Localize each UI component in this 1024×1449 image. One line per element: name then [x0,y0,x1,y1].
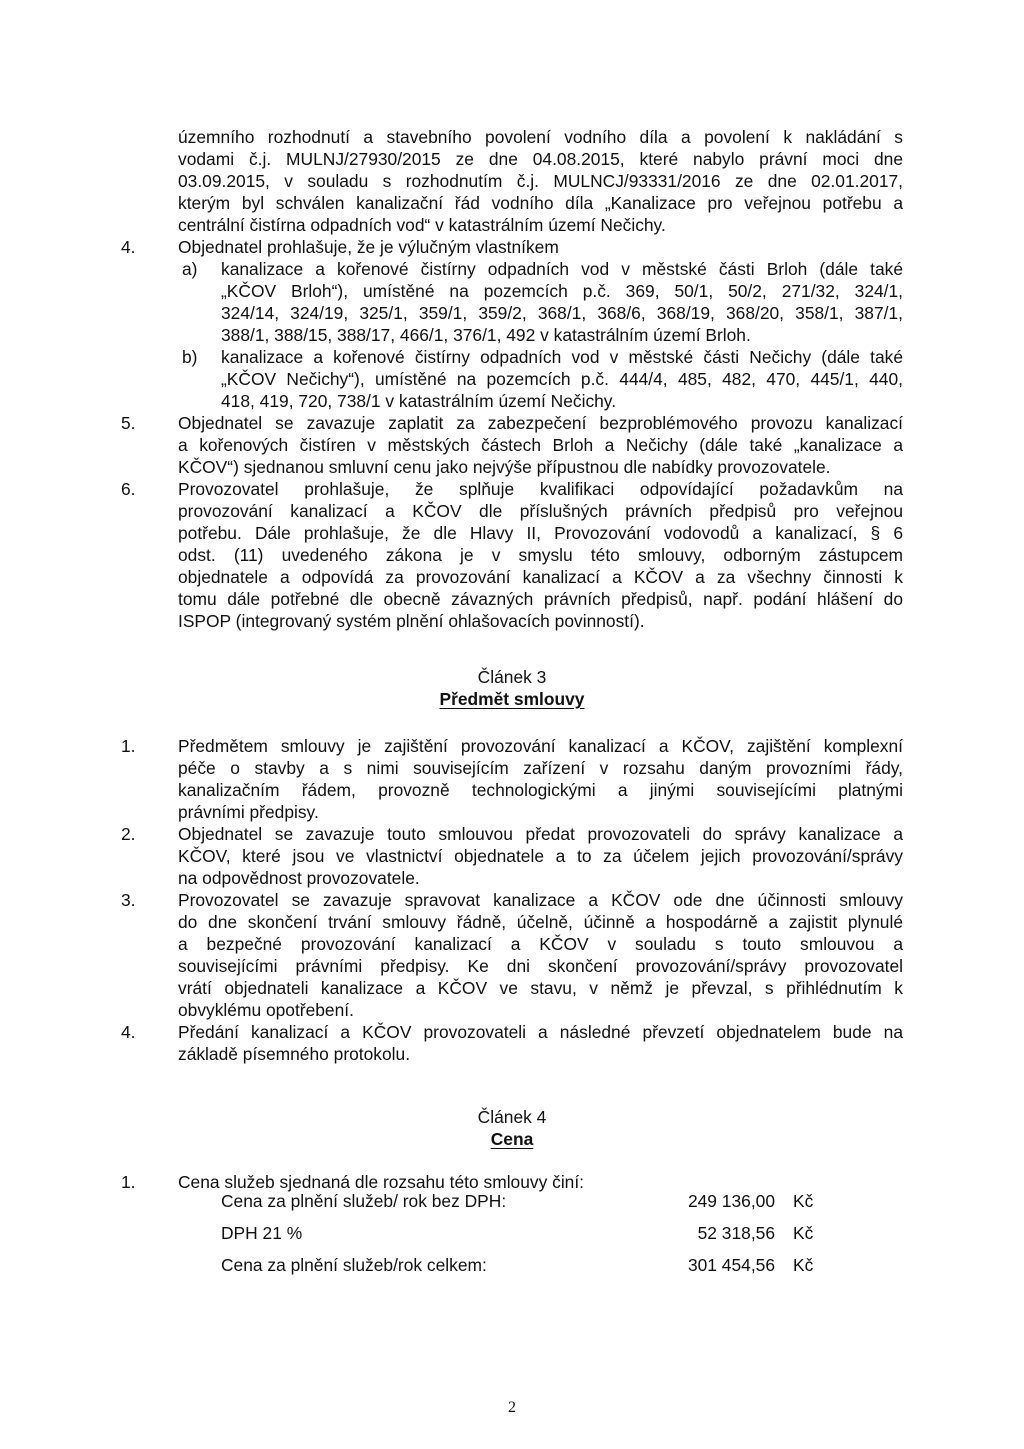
text-line: Objednatel prohlašuje, že je výlučným vlastníkem [178,237,559,257]
article-title-wrap [0,1128,1024,1150]
text-line: 418, 419, 720, 738/1 v katastrálním území Nečichy. [221,391,617,411]
text-line: odst. (11) uvedeného zákona je v smyslu této smlouvy, odborným zástupcem [178,545,903,565]
text-line: právními předpisy. [178,802,319,822]
item-number: 5. [121,413,136,433]
text-line: Provozovatel prohlašuje, že splňuje kvalifikaci odpovídající požadavkům na [178,479,903,499]
article-number: Článek 4 [477,1107,547,1127]
item-number: 1. [121,1172,136,1192]
text-line: kterým byl schválen kanalizační řád vodního díla „Kanalizace pro veřejnou potřebu a [178,193,903,213]
price-currency: Kč [793,1191,814,1211]
text-line: 324/14, 324/19, 325/1, 359/1, 359/2, 368/1, 368/6, 368/19, 368/20, 358/1, 387/1, [221,303,903,323]
text-line: centrální čistírna odpadních vod“ v katastrálním území Nečichy. [178,215,666,235]
price-amount: 52 318,56 [697,1223,775,1243]
text-line: kanalizace a kořenové čistírny odpadních vod v městské části Nečichy (dále také [221,347,903,367]
price-label: Cena za plnění služeb/ rok bez DPH: [221,1191,507,1211]
text-line: na odpovědnost provozovatele. [178,868,420,888]
text-line: územního rozhodnutí a stavebního povolení vodního díla a povolení k nakládání s [178,127,903,147]
text-line: péče o stavby a s nimi souvisejícím zařízení v rozsahu daným provozními řády, [178,758,903,778]
sub-item-mark: b) [182,347,198,367]
text-line: souvisejícími právními předpisy. Ke dni skončení provozování/správy provozovatel [178,956,903,976]
text-line: „KČOV Brloh“), umístěné na pozemcích p.č. 369, 50/1, 50/2, 271/32, 324/1, [221,281,903,301]
text-line: kanalizace a kořenové čistírny odpadních vod v městské části Brloh (dále také [221,259,903,279]
text-line: Předání kanalizací a KČOV provozovateli a následné převzetí objednatelem bude na [178,1022,903,1042]
text-line: Cena služeb sjednaná dle rozsahu této smlouvy činí: [178,1172,585,1192]
text-line: 388/1, 388/15, 388/17, 466/1, 376/1, 492 v katastrálním území Brloh. [221,325,751,345]
text-line: 03.09.2015, v souladu s rozhodnutím č.j. MULNCJ/93331/2016 ze dne 02.01.2017, [178,171,903,191]
text-line: objednatele a odpovídá za provozování kanalizací a KČOV a za všechny činnosti k [178,567,903,587]
article-title: Předmět smlouvy [439,689,585,709]
price-amount: 249 136,00 [687,1191,775,1211]
text-line: základě písemného protokolu. [178,1044,411,1064]
price-amount: 301 454,56 [687,1255,775,1275]
price-label: DPH 21 % [221,1223,303,1243]
item-number: 4. [121,237,136,257]
price-label: Cena za plnění služeb/rok celkem: [221,1255,487,1275]
article-title: Cena [490,1129,534,1149]
item-number: 6. [121,479,136,499]
item-number: 3. [121,890,136,910]
text-line: a bezpečné provozování kanalizací a KČOV v souladu s touto smlouvou a [178,934,903,954]
text-line: do dne skončení trvání smlouvy řádně, účelně, účinně a hospodárně a zajistit plynulé [178,912,903,932]
text-line: kanalizačním řádem, provozně technologickými a jinými souvisejícími platnými [178,780,903,800]
article-title-wrap [0,688,1024,710]
text-line: potřebu. Dále prohlašuje, že dle Hlavy II, Provozování vodovodů a kanalizací, § 6 [178,523,903,543]
sub-item-mark: a) [182,259,198,279]
text-line: Objednatel se zavazuje touto smlouvou předat provozovateli do správy kanalizace a [178,824,903,844]
text-line: Provozovatel se zavazuje spravovat kanalizace a KČOV ode dne účinnosti smlouvy [178,890,903,910]
text-line: „KČOV Nečichy“), umístěné na pozemcích p.č. 444/4, 485, 482, 470, 445/1, 440, [221,369,903,389]
price-currency: Kč [793,1223,814,1243]
text-line: tomu dále potřebné dle obecně závazných právních předpisů, např. podání hlášení do [178,589,903,609]
text-line: KČOV“) sjednanou smluvní cenu jako nejvýše přípustnou dle nabídky provozovatele. [178,457,831,477]
text-line: obvyklému opotřebení. [178,1000,354,1020]
item-number: 2. [121,824,136,844]
item-number: 1. [121,736,136,756]
price-currency: Kč [793,1255,814,1275]
item-number: 4. [121,1022,136,1042]
text-line: ISPOP (integrovaný systém plnění ohlašovacích povinností). [178,611,645,631]
text-line: a kořenových čistíren v městských částech Brloh a Nečichy (dále také „kanalizace a [178,435,903,455]
page-number: 2 [508,1399,516,1416]
article-number: Článek 3 [477,667,547,687]
text-line: Předmětem smlouvy je zajištění provozování kanalizací a KČOV, zajištění komplexní [178,736,903,756]
text-line: vodami č.j. MULNJ/27930/2015 ze dne 04.08.2015, které nabylo právní moci dne [178,149,903,169]
text-line: Objednatel se zavazuje zaplatit za zabezpečení bezproblémového provozu kanalizací [178,413,903,433]
text-line: provozování kanalizací a KČOV dle příslušných právních předpisů pro veřejnou [178,501,903,521]
text-line: vrátí objednateli kanalizace a KČOV ve stavu, v němž je převzal, s přihlédnutím k [178,978,903,998]
text-line: KČOV, které jsou ve vlastnictví objednatele a to za účelem jejich provozování/správy [178,846,903,866]
